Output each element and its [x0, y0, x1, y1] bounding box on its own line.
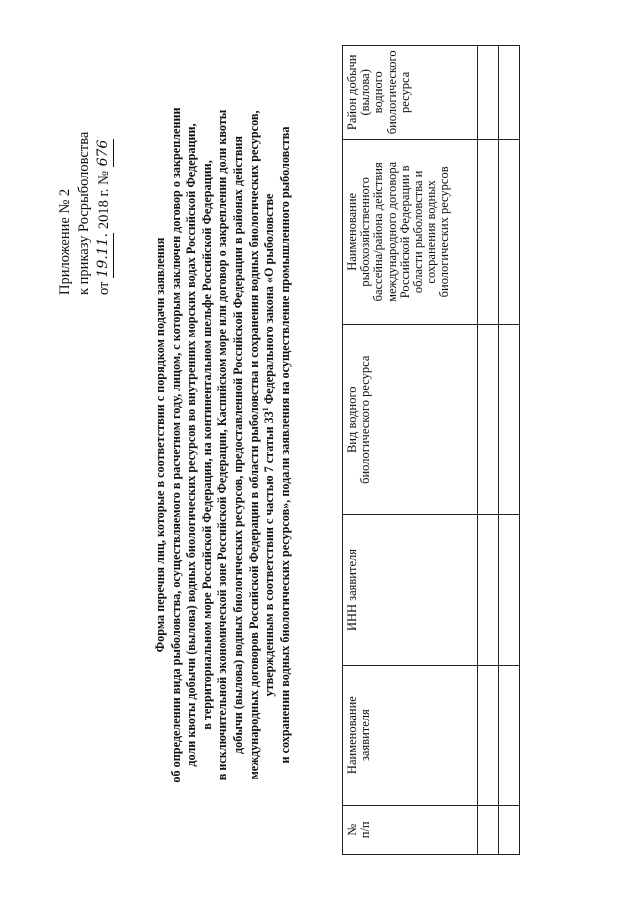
date-day-handwritten: 19.11.: [94, 233, 114, 278]
date-prefix: от: [96, 281, 112, 295]
form-title-line: международных договоров Российской Федерации в области рыболовства и сохранения водных биологических ресурсов,: [246, 110, 261, 780]
appendix-header: [56, 65, 114, 295]
order-number-handwritten: 676: [94, 139, 114, 167]
table-cell: [478, 46, 499, 140]
header-applicant-inn: ИНН заявителя: [343, 515, 478, 665]
table-cell: [478, 665, 499, 805]
header-basin-name: Наименование рыбохозяйственного бассейна/района действия международного договора Российской Федерации в области рыболовства и сохранения водных биологических ресурсов: [343, 139, 478, 324]
table-cell: [499, 665, 520, 805]
form-title-line: добычи (вылова) водных биологических ресурсов, предоставленной Российской Федерации в районах действия: [230, 135, 245, 755]
table-header-row: [343, 46, 478, 855]
form-title-line8-tail: Федерального закона «О рыболовстве: [262, 193, 277, 408]
table-cell: [478, 805, 499, 854]
form-title-line: об определении вида рыболовства, осуществляемого в расчетном году, лицом, с которым заключен договор о закреплении: [168, 107, 183, 783]
table-cell: [478, 139, 499, 324]
form-title-line: в территориальном море Российской Федерации, на континентальном шельфе Российской Федерации,: [199, 160, 214, 730]
form-title-line: доли квоты добычи (вылова) водных биологических ресурсов во внутренних морских водах Российской Федерации,: [184, 123, 199, 767]
table-row: [478, 46, 499, 855]
form-title: [153, 55, 293, 835]
rotated-page: [50, 35, 630, 855]
table-cell: [499, 325, 520, 515]
header-catch-area: Район добычи (вылова) водного биологического ресурса: [343, 46, 478, 140]
form-title-line: в исключительной экономической зоне Российской Федерации, Каспийском море или договор о закреплении доли квоты: [215, 109, 230, 781]
header-number: № п/п: [343, 805, 478, 854]
table-cell: [499, 139, 520, 324]
applicants-table: [342, 45, 520, 855]
table-cell: [478, 325, 499, 515]
table-cell: [499, 46, 520, 140]
header-applicant-name: Наименование заявителя: [343, 665, 478, 805]
appendix-date-line: [94, 65, 114, 295]
superscript: 1: [261, 407, 271, 412]
form-title-line: и сохранении водных биологических ресурсов», подали заявления на осуществление промышленного рыболовства: [277, 126, 292, 764]
form-title-line: [262, 55, 278, 835]
date-year: 2018 г. №: [96, 171, 112, 230]
table-cell: [499, 515, 520, 665]
appendix-title: Приложение № 2: [57, 188, 73, 295]
table-row: [499, 46, 520, 855]
table-cell: [478, 515, 499, 665]
table-cell: [499, 805, 520, 854]
form-title-line8-head: утвержденным в соответствии с частью 7 статьи 33: [262, 411, 277, 697]
appendix-order-reference: к приказу Росрыболовства: [76, 131, 92, 295]
form-title-line: Форма перечня лиц, которые в соответствии с порядком подачи заявления: [153, 237, 167, 653]
header-resource-type: Вид водного биологического ресурса: [343, 325, 478, 515]
